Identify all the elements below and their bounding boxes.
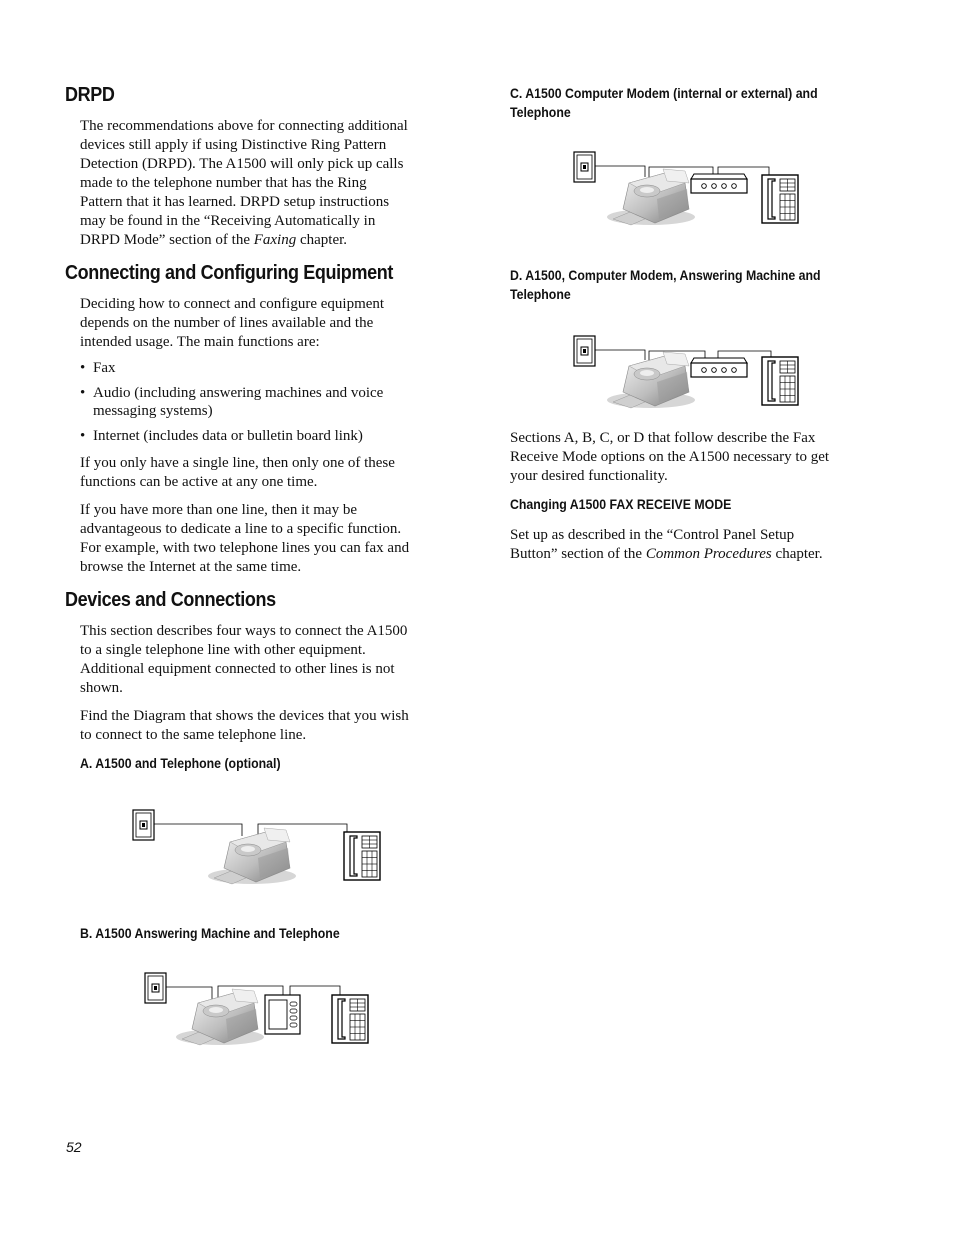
devices-text: to a single telephone line with other equipment.	[80, 642, 366, 658]
sections-text: Receive Mode options on the A1500 necessary to get	[510, 449, 830, 465]
setup-text-pre: Button” section of the	[510, 546, 646, 562]
drpd-line: Detection (DRPD). The A1500 will only pick up calls	[80, 156, 404, 172]
more-lines-paragraph	[80, 501, 430, 577]
diagram-d-title-line: Telephone	[510, 286, 571, 302]
sections-text: your desired functionality.	[510, 468, 668, 484]
answering-machine-icon	[265, 995, 300, 1034]
drpd-last-post: chapter.	[296, 232, 348, 248]
wall-jack-icon	[145, 973, 166, 1003]
more-lines-text: advantageous to dedicate a line to a specific function.	[80, 521, 402, 537]
drpd-line-last	[80, 231, 430, 250]
setup-text	[510, 545, 890, 564]
diagram-d-title	[510, 266, 844, 304]
changing-mode-heading: Changing A1500 FAX RECEIVE MODE	[510, 496, 732, 512]
diagram-c	[565, 145, 815, 230]
telephone-icon	[332, 995, 368, 1043]
single-line-paragraph	[80, 454, 430, 492]
drpd-line: Pattern that it has learned. DRPD setup instructions	[80, 194, 390, 210]
fax-machine-icon	[176, 989, 264, 1045]
bullet-text: messaging systems)	[93, 403, 213, 419]
fax-machine-icon	[607, 169, 695, 225]
diagram-a	[120, 800, 390, 890]
diagram-d-title-line: D. A1500, Computer Modem, Answering Machine and	[510, 267, 821, 283]
drpd-line: made to the telephone number that has the Ring	[80, 175, 367, 191]
telephone-icon	[344, 832, 380, 880]
line-wire	[290, 986, 340, 995]
diagram-d	[565, 330, 815, 410]
devices-text: This section describes four ways to connect the A1500	[80, 623, 408, 639]
bullet-text: Audio (including answering machines and voice	[93, 385, 384, 401]
bullet-dot: •	[80, 360, 86, 376]
computer-modem-icon	[691, 358, 747, 377]
telephone-icon	[762, 175, 798, 223]
bullet-text: Fax	[93, 360, 116, 376]
devices-paragraph	[80, 622, 430, 698]
common-procedures-chapter-name: Common Procedures	[645, 546, 772, 562]
faxing-chapter-name: Faxing	[253, 232, 297, 248]
line-wire	[166, 987, 212, 999]
diagram-b	[130, 965, 380, 1050]
diagram-a-title: A. A1500 and Telephone (optional)	[80, 755, 281, 771]
devices-text: shown.	[80, 680, 123, 696]
find-text: Find the Diagram that shows the devices that you wish	[80, 708, 409, 724]
more-lines-text: browse the Internet at the same time.	[80, 559, 302, 575]
setup-text: Set up as described in the “Control Panel Setup	[510, 527, 795, 543]
diagram-b-title: B. A1500 Answering Machine and Telephone	[80, 925, 340, 941]
setup-paragraph	[510, 526, 890, 564]
connecting-line: Deciding how to connect and configure equipment	[80, 296, 385, 312]
connecting-line: intended usage. The main functions are:	[80, 334, 320, 350]
wall-jack-icon	[574, 152, 595, 182]
diagram-c-title	[510, 84, 844, 122]
find-text: to connect to the same telephone line.	[80, 727, 307, 743]
diagram-c-title-line: Telephone	[510, 104, 571, 120]
wall-jack-icon	[574, 336, 595, 366]
drpd-line: The recommendations above for connecting additional	[80, 118, 408, 134]
line-wire	[595, 350, 645, 360]
drpd-heading: DRPD	[65, 84, 115, 106]
more-lines-text: If you have more than one line, then it may be	[80, 502, 357, 518]
telephone-icon	[762, 357, 798, 405]
single-line-text: If you only have a single line, then only one of these	[80, 455, 395, 471]
devices-text: Additional equipment connected to other lines is not	[80, 661, 395, 677]
drpd-last-pre: DRPD Mode” section of the	[80, 232, 254, 248]
line-wire	[154, 824, 242, 836]
connecting-heading: Connecting and Configuring Equipment	[65, 262, 394, 284]
fax-machine-icon	[208, 828, 296, 884]
wall-jack-icon	[133, 810, 154, 840]
more-lines-text: For example, with two telephone lines you can fax and	[80, 540, 410, 556]
drpd-line: may be found in the “Receiving Automatically in	[80, 213, 376, 229]
setup-text-post: chapter.	[771, 546, 823, 562]
connecting-paragraph	[80, 295, 430, 352]
bullet-dot: •	[80, 428, 86, 444]
computer-modem-icon	[691, 174, 747, 193]
sections-text: Sections A, B, C, or D that follow describe the Fax	[510, 430, 816, 446]
find-paragraph	[80, 707, 430, 745]
line-wire	[595, 166, 645, 177]
diagram-c-title-line: C. A1500 Computer Modem (internal or external) and	[510, 85, 818, 101]
fax-machine-icon	[607, 352, 695, 408]
single-line-text: functions can be active at any one time.	[80, 474, 318, 490]
bullet-dot: •	[80, 385, 86, 401]
connecting-line: depends on the number of lines available and the	[80, 315, 374, 331]
bullet-text: Internet (includes data or bulletin board link)	[93, 428, 363, 444]
page-number: 52	[66, 1139, 82, 1155]
drpd-line: devices still apply if using Distinctive Ring Pattern	[80, 137, 387, 153]
devices-heading: Devices and Connections	[65, 589, 276, 611]
drpd-paragraph	[80, 117, 430, 250]
sections-paragraph	[510, 429, 890, 486]
